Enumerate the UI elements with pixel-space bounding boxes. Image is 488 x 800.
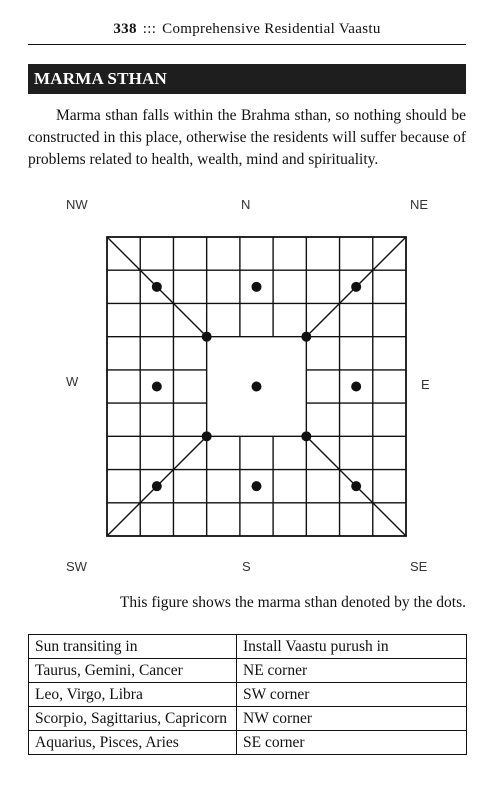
table-cell: SW corner (237, 683, 467, 707)
header-separator: ::: (142, 21, 157, 37)
page-number: 338 (113, 21, 137, 37)
sun-transit-table (28, 634, 467, 755)
marma-dot (301, 431, 311, 441)
table-cell: NW corner (237, 707, 467, 731)
marma-dot (202, 332, 212, 342)
table-cell: Taurus, Gemini, Cancer (29, 659, 237, 683)
direction-sw: SW (66, 559, 87, 574)
marma-dot (351, 481, 361, 491)
table-row (29, 731, 467, 755)
direction-nw: NW (66, 197, 88, 212)
marma-dot (152, 382, 162, 392)
marma-dot (252, 382, 262, 392)
marma-dot (351, 282, 361, 292)
marma-dot (152, 282, 162, 292)
table-cell: NE corner (237, 659, 467, 683)
figure-caption: This figure shows the marma sthan denoted by the dots. (119, 594, 466, 611)
table-cell: Leo, Virgo, Libra (29, 683, 237, 707)
table-cell: Aquarius, Pisces, Aries (29, 731, 237, 755)
marma-dot (351, 382, 361, 392)
table-row (29, 659, 467, 683)
table-row (29, 683, 467, 707)
marma-dot (202, 431, 212, 441)
marma-dot (152, 481, 162, 491)
section-title: MARMA STHAN (28, 64, 466, 94)
marma-dot (252, 481, 262, 491)
marma-dot (252, 282, 262, 292)
direction-n: N (241, 197, 251, 212)
table-cell: SE corner (237, 731, 467, 755)
direction-w: W (66, 374, 79, 389)
table-cell: Scorpio, Sagittarius, Capricorn (29, 707, 237, 731)
table-header-cell: Sun transiting in (29, 635, 237, 659)
table-row (29, 707, 467, 731)
direction-se: SE (410, 559, 428, 574)
table-header-row (29, 635, 467, 659)
marma-dot (301, 332, 311, 342)
table-header-cell: Install Vaastu purush in (237, 635, 467, 659)
direction-s: S (242, 559, 251, 574)
body-paragraph: Marma sthan falls within the Brahma sthan, so nothing should be constructed in this place, otherwise the residents will suffer because of problems related to health, wealth, mind and spirituality. (28, 107, 466, 168)
direction-e: E (421, 377, 430, 392)
book-title: Comprehensive Residential Vaastu (162, 21, 381, 37)
direction-ne: NE (410, 197, 429, 212)
